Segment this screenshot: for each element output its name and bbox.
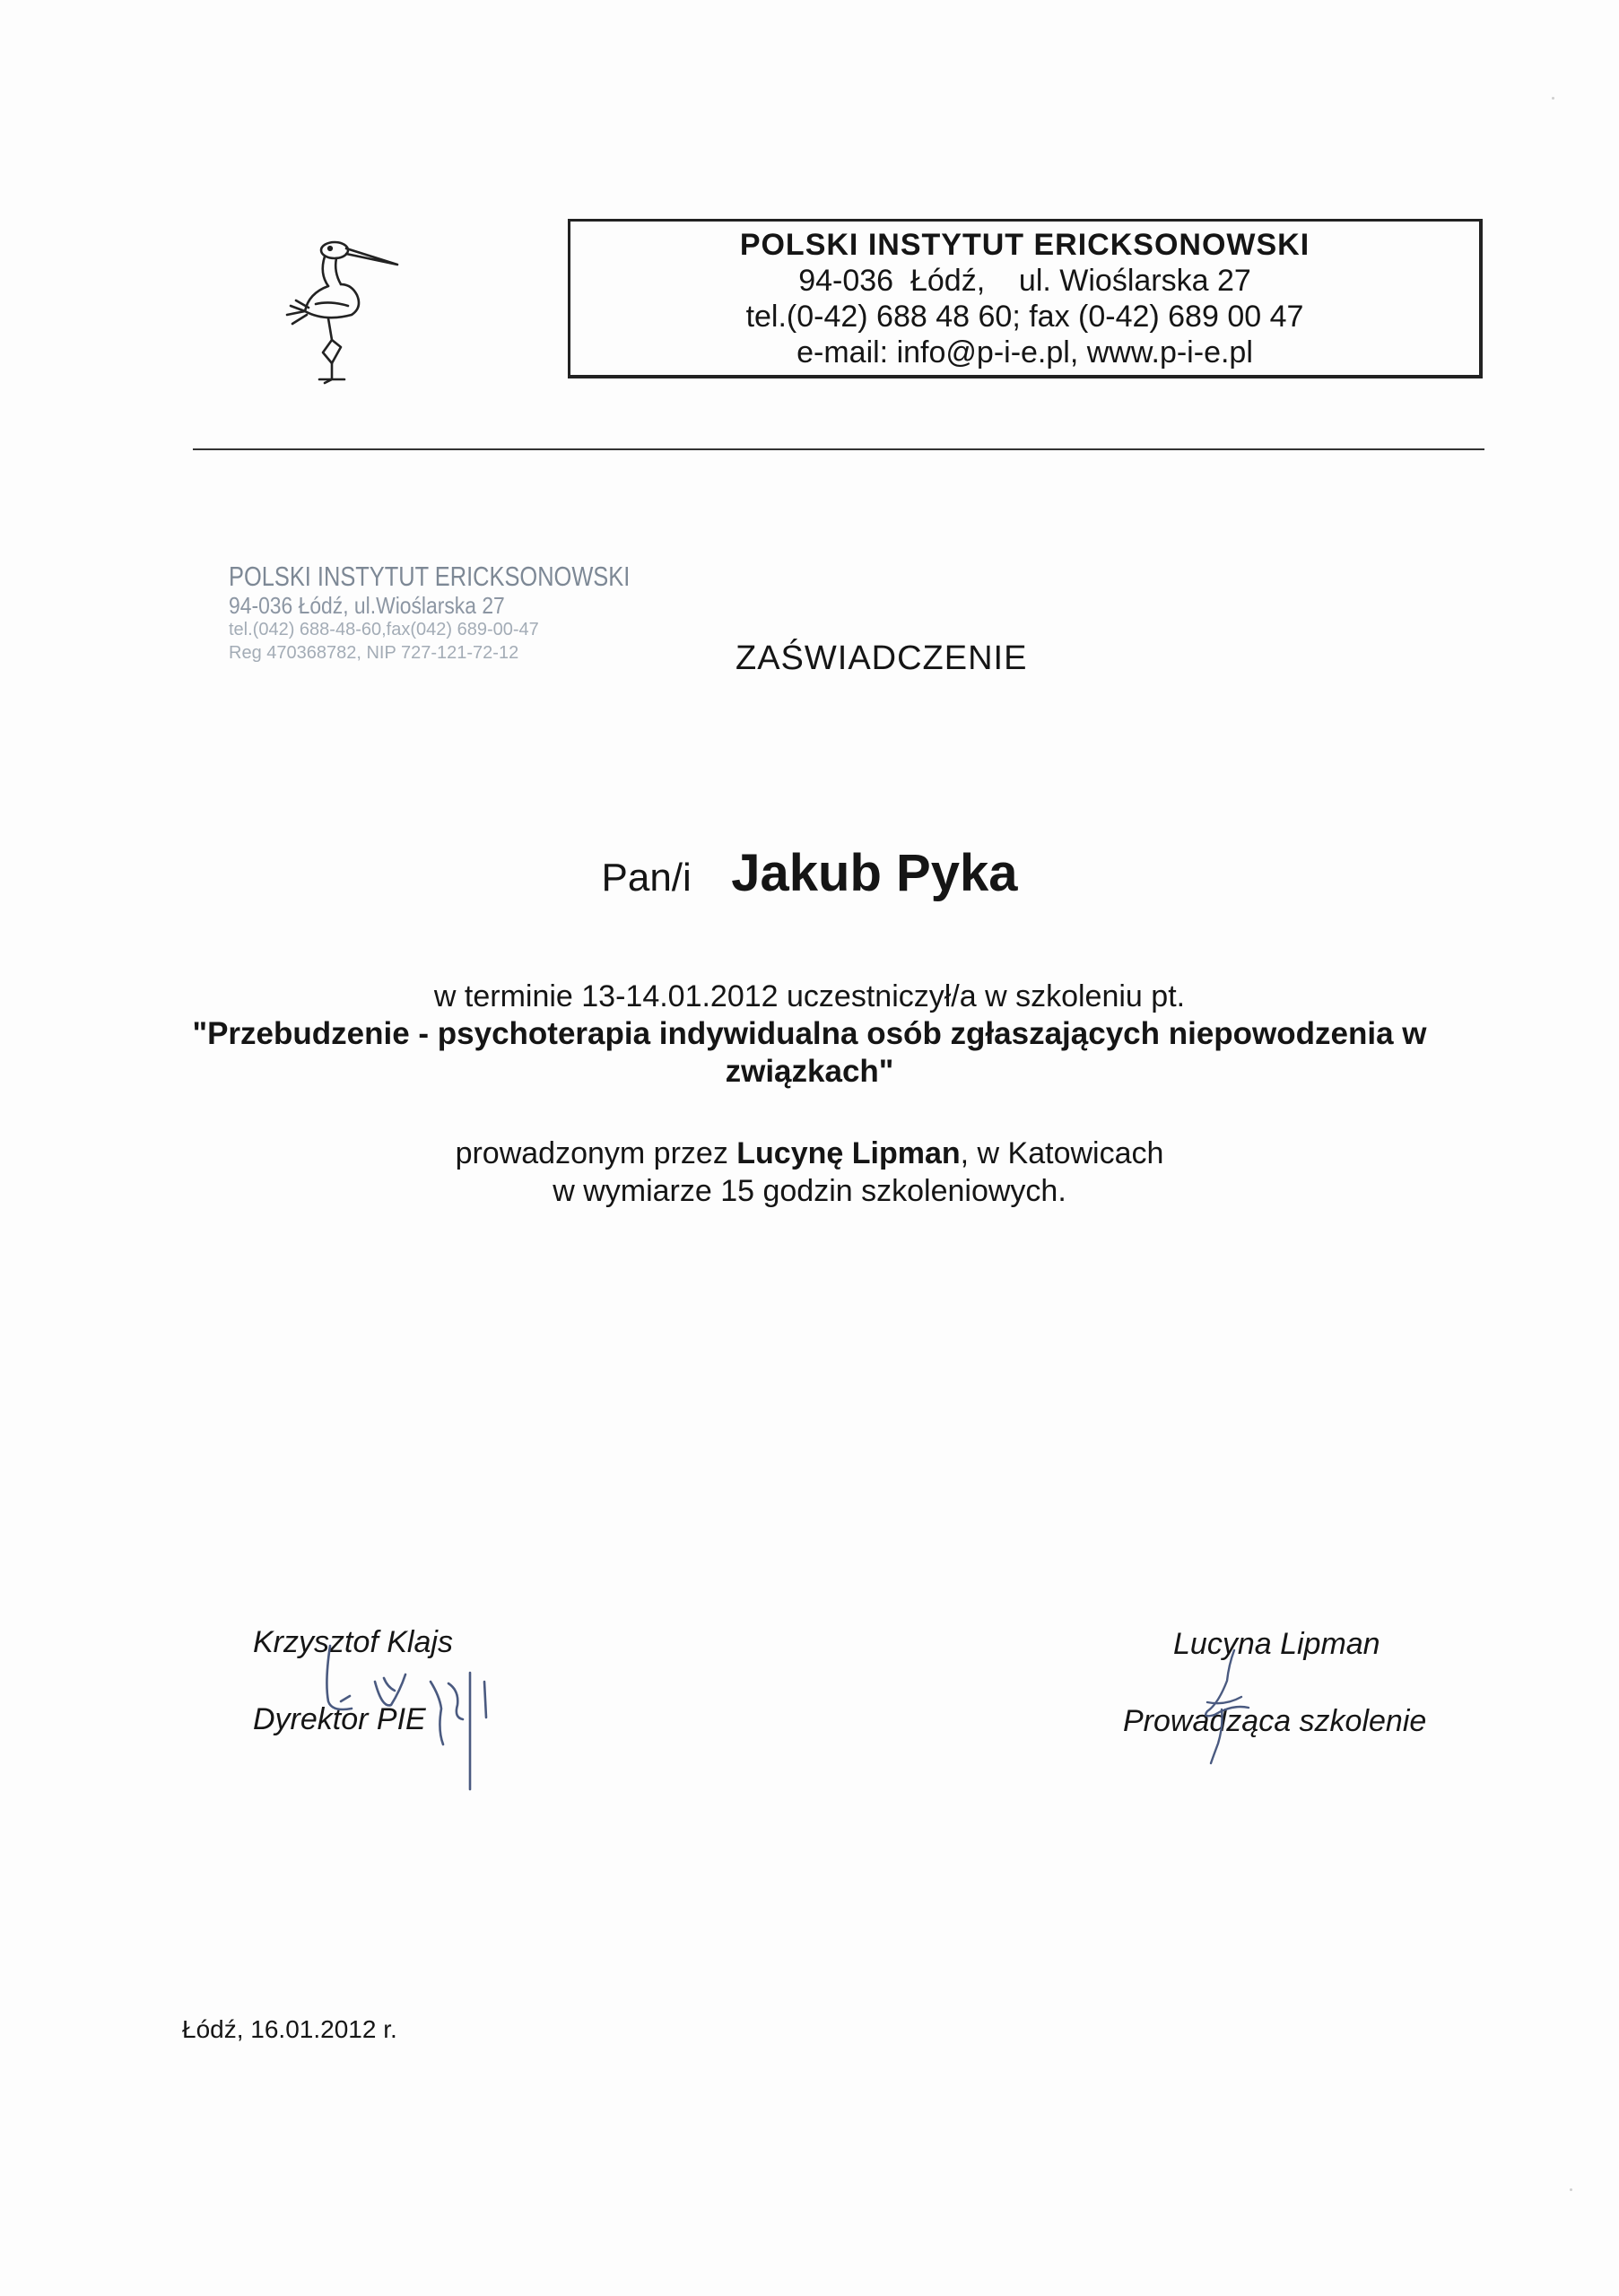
scan-speck <box>1570 2188 1572 2191</box>
trainer-details <box>179 1135 1440 1210</box>
recipient-prefix: Pan/i <box>601 856 692 900</box>
recipient-name: Jakub Pyka <box>731 844 1018 902</box>
director-name: Krzysztof Klajs <box>253 1625 453 1659</box>
hours-line: w wymiarze 15 godzin szkoleniowych. <box>553 1174 1066 1208</box>
attendance-line: w terminie 13-14.01.2012 uczestniczył/a w szkoleniu pt. <box>433 979 1186 1013</box>
scan-speck <box>1552 97 1554 100</box>
trainer-line-post: , w Katowicach <box>960 1136 1164 1170</box>
stamp-phones: tel.(042) 688-48-60,fax(042) 689-00-47 <box>229 620 539 639</box>
recipient-line <box>0 843 1619 903</box>
stamp-registry: Reg 470368782, NIP 727-121-72-12 <box>229 643 519 663</box>
trainer-name: Lucynę Lipman <box>736 1136 961 1170</box>
stamp-name: POLSKI INSTYTUT ERICKSONOWSKI <box>229 561 631 592</box>
heron-logo-icon <box>269 229 404 390</box>
trainer-signature-name: Lucyna Lipman <box>1173 1627 1380 1661</box>
trainer-signature-role: Prowadząca szkolenie <box>1123 1704 1427 1738</box>
trainer-signature-block <box>1123 1605 1426 1760</box>
letterhead-org-name: POLSKI INSTYTUT ERICKSONOWSKI <box>739 228 1310 262</box>
stamp-address: 94-036 Łódź, ul.Wioślarska 27 <box>229 592 505 619</box>
trainer-line <box>179 1135 1440 1172</box>
course-title: "Przebudzenie - psychoterapia indywidualna osób zgłaszających niepowodzenia w związkach" <box>192 1016 1427 1089</box>
director-role: Dyrektor PIE <box>253 1702 426 1736</box>
trainer-line-pre: prowadzonym przez <box>455 1136 737 1170</box>
letterhead-contact: e-mail: info@p-i-e.pl, www.p-i-e.pl <box>796 335 1253 370</box>
institute-stamp <box>229 561 631 665</box>
letterhead-address: 94-036 Łódź, ul. Wioślarska 27 <box>798 264 1251 298</box>
director-signature-block <box>253 1604 453 1758</box>
place-and-date: Łódź, 16.01.2012 r. <box>182 2015 397 2043</box>
header-divider <box>193 448 1484 450</box>
document-title: ZAŚWIADCZENIE <box>736 639 1028 677</box>
letterhead-phone-fax: tel.(0-42) 688 48 60; fax (0-42) 689 00 47 <box>745 300 1304 334</box>
letterhead-box <box>568 219 1483 378</box>
